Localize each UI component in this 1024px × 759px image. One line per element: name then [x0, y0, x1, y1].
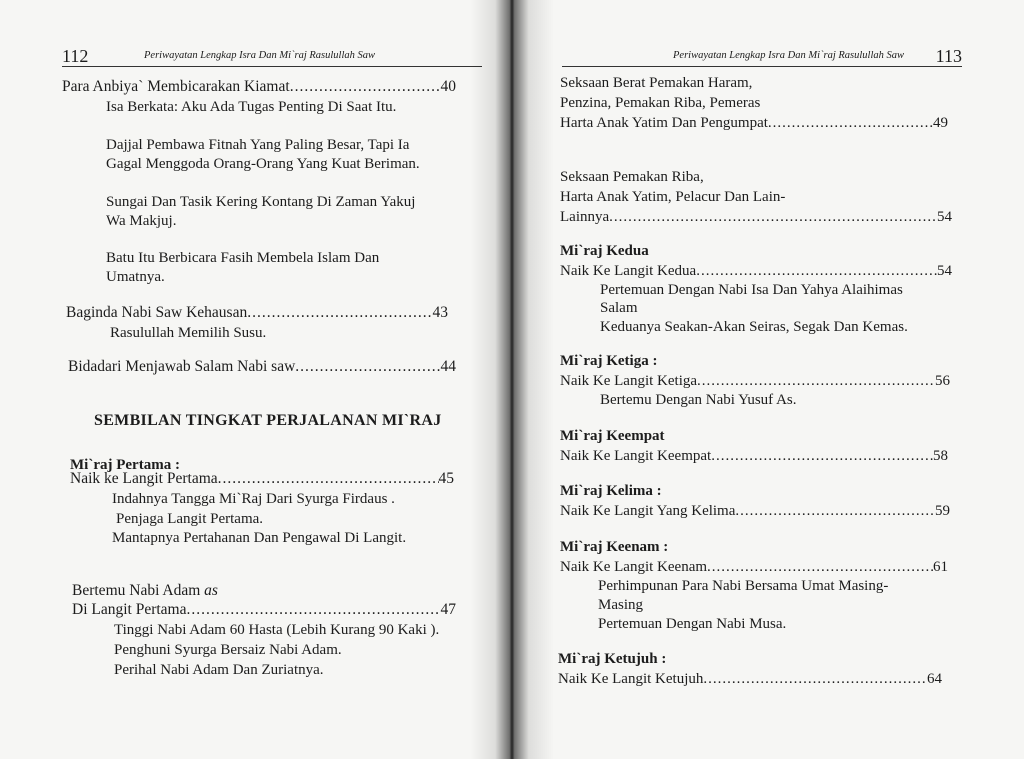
toc-subentry: Dajjal Pembawa Fitnah Yang Paling Besar, Tapi Ia — [106, 137, 410, 153]
toc-subentry: Penghuni Syurga Bersaiz Nabi Adam. — [114, 642, 342, 658]
section-title: Mi`raj Kelima : — [560, 483, 662, 499]
section-title: Mi`raj Pertama : — [70, 457, 180, 473]
toc-entry: Naik Ke Langit Yang Kelima ..... 59 — [560, 502, 950, 520]
toc-subentry: Salam — [600, 300, 638, 316]
running-title: Periwayatan Lengkap Isra Dan Mi`raj Rasulullah Saw — [673, 50, 904, 61]
toc-line: Penzina, Pemakan Riba, Pemeras — [560, 95, 761, 111]
toc-entry: Baginda Nabi Saw Kehausan ..... 43 — [66, 304, 448, 322]
toc-entry: Naik Ke Langit Ketiga ..... 56 — [560, 372, 950, 390]
toc-entry: Para Anbiya` Membicarakan Kiamat ..... 40 — [62, 78, 456, 96]
left-page-header — [62, 44, 482, 67]
toc-entry: Di Langit Pertama ..... 47 — [72, 601, 456, 619]
toc-subentry: Isa Berkata: Aku Ada Tugas Penting Di Saat Itu. — [106, 99, 397, 115]
toc-line: Harta Anak Yatim, Pelacur Dan Lain- — [560, 189, 786, 205]
toc-entry: Naik Ke Langit Kedua ..... 54 — [560, 262, 952, 280]
section-title: Mi`raj Keenam : — [560, 539, 669, 555]
section-heading: SEMBILAN TINGKAT PERJALANAN MI`RAJ — [94, 412, 442, 429]
section-title: Mi`raj Kedua — [560, 243, 649, 259]
toc-subentry: Pertemuan Dengan Nabi Isa Dan Yahya Alaihimas — [600, 282, 903, 298]
toc-subentry: Keduanya Seakan-Akan Seiras, Segak Dan Kemas. — [600, 319, 908, 335]
right-page — [514, 0, 1024, 759]
toc-subentry: Indahnya Tangga Mi`Raj Dari Syurga Firdaus . — [112, 491, 395, 507]
right-page-header — [562, 44, 962, 67]
toc-subentry: Bertemu Dengan Nabi Yusuf As. — [600, 392, 797, 408]
toc-subentry: Rasulullah Memilih Susu. — [110, 325, 267, 341]
toc-line: Seksaan Pemakan Riba, — [560, 169, 704, 185]
toc-subentry: Masing — [598, 597, 643, 613]
toc-subentry: Sungai Dan Tasik Kering Kontang Di Zaman Yakuj — [106, 194, 416, 210]
toc-subentry: Wa Makjuj. — [106, 213, 177, 229]
toc-entry: Naik Ke Langit Ketujuh ..... 64 — [558, 670, 942, 688]
toc-subentry: Penjaga Langit Pertama. — [116, 511, 264, 527]
toc-entry: Naik Ke Langit Keempat ..... 58 — [560, 447, 948, 465]
toc-subentry: Pertemuan Dengan Nabi Musa. — [598, 616, 787, 632]
left-page — [0, 0, 510, 759]
toc-subentry: Batu Itu Berbicara Fasih Membela Islam Dan — [106, 250, 380, 266]
toc-entry: Bidadari Menjawab Salam Nabi saw ..... 44 — [68, 358, 456, 376]
toc-entry: Naik Ke Langit Keenam ..... 61 — [560, 558, 948, 576]
page-number: 113 — [935, 46, 962, 66]
toc-entry: Lainnya ..... 54 — [560, 208, 952, 226]
toc-subentry: Perihal Nabi Adam Dan Zuriatnya. — [114, 662, 324, 678]
section-title: Mi`raj Keempat — [560, 428, 665, 444]
toc-entry: Harta Anak Yatim Dan Pengumpat ..... 49 — [560, 114, 948, 132]
toc-subentry: Gagal Menggoda Orang-Orang Yang Kuat Beriman. — [106, 156, 420, 172]
toc-line: Seksaan Berat Pemakan Haram, — [560, 75, 753, 91]
running-title: Periwayatan Lengkap Isra Dan Mi`raj Rasulullah Saw — [144, 50, 375, 61]
toc-subentry: Umatnya. — [106, 269, 165, 285]
section-title: Mi`raj Ketujuh : — [558, 651, 667, 667]
section-title: Mi`raj Ketiga : — [560, 353, 658, 369]
toc-entry-line: Bertemu Nabi Adam as — [72, 582, 218, 599]
toc-subentry: Perhimpunan Para Nabi Bersama Umat Masing- — [598, 578, 889, 594]
toc-subentry: Mantapnya Pertahanan Dan Pengawal Di Langit. — [112, 530, 407, 546]
toc-subentry: Tinggi Nabi Adam 60 Hasta (Lebih Kurang 90 Kaki ). — [114, 622, 440, 638]
toc-entry: Naik ke Langit Pertama ..... 45 — [70, 470, 454, 488]
page-number: 112 — [62, 46, 89, 66]
